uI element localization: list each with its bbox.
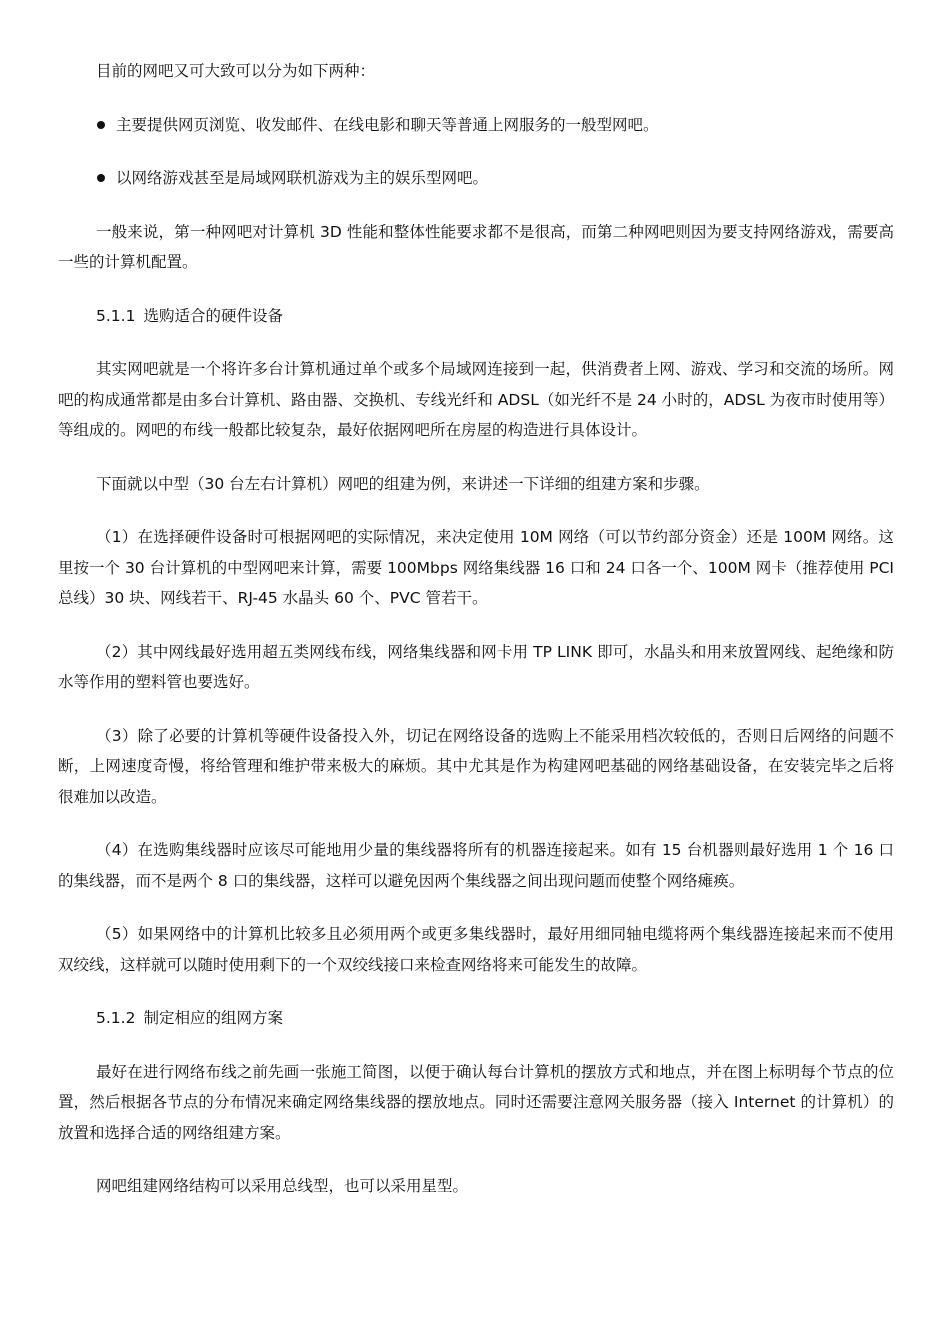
list-item <box>58 110 894 141</box>
list-item-text: 以网络游戏甚至是局域网联机游戏为主的娱乐型网吧。 <box>116 169 489 187</box>
list-item <box>58 163 894 194</box>
step-paragraph-5: （5）如果网络中的计算机比较多且必须用两个或更多集线器时，最好用细同轴电缆将两个集线器连接起来而不使用双绞线，这样就可以随时使用剩下的一个双绞线接口来检查网络将来可能发生的故障。 <box>58 925 894 974</box>
step-paragraph-2: （2）其中网线最好选用超五类网线布线，网络集线器和网卡用 TP LINK 即可，水晶头和用来放置网线、起绝缘和防水等作用的塑料管也要选好。 <box>58 642 894 691</box>
intro-paragraph: 目前的网吧又可大致可以分为如下两种： <box>96 62 376 80</box>
bullet-icon <box>97 174 105 182</box>
bullet-icon <box>97 121 105 129</box>
general-paragraph: 一般来说，第一种网吧对计算机 3D 性能和整体性能要求都不是很高，而第二种网吧则因为要支持网络游戏，需要高一些的计算机配置。 <box>58 222 894 271</box>
example-paragraph: 下面就以中型（30 台左右计算机）网吧的组建为例，来讲述一下详细的组建方案和步骤。 <box>96 474 710 493</box>
list-item-text: 主要提供网页浏览、收发邮件、在线电影和聊天等普通上网服务的一般型网吧。 <box>116 115 659 134</box>
section-title: 选购适合的硬件设备 <box>143 306 283 325</box>
section-number: 5.1.2 <box>96 1009 136 1027</box>
netcafe-paragraph: 其实网吧就是一个将许多台计算机通过单个或多个局域网连接到一起，供消费者上网、游戏、学习和交流的场所。网吧的构成通常都是由多台计算机、路由器、交换机、专线光纤和 ADSL（如光纤不是 24 小时的，ADSL 为夜市时使用等）等组成的。网吧的布线一般都比较复杂，最好依据网吧所在房屋的构造进行具体设计。 <box>58 360 894 439</box>
section-number: 5.1.1 <box>96 306 136 325</box>
step-paragraph-1: （1）在选择硬件设备时可根据网吧的实际情况，来决定使用 10M 网络（可以节约部分资金）还是 100M 网络。这里按一个 30 台计算机的中型网吧来计算，需要 100Mbps 网络集线器 16 口和 24 口各一个、100M 网卡（推荐使用 PCI 总线）30 块、网线若干、RJ-45 水晶头 60 个、PVC 管若干。 <box>58 528 894 607</box>
step-paragraph-3: （3）除了必要的计算机等硬件设备投入外，切记在网络设备的选购上不能采用档次较低的，否则日后网络的问题不断，上网速度奇慢，将给管理和维护带来极大的麻烦。其中尤其是作为构建网吧基础的网络基础设备，在安装完毕之后将很难加以改造。 <box>58 726 894 806</box>
section-heading <box>58 301 894 332</box>
document-page <box>58 56 894 1202</box>
topology-paragraph: 网吧组建网络结构可以采用总线型，也可以采用星型。 <box>96 1177 469 1195</box>
section-heading <box>58 1003 894 1034</box>
plan-paragraph: 最好在进行网络布线之前先画一张施工简图，以便于确认每台计算机的摆放方式和地点，并在图上标明每个节点的位置，然后根据各节点的分布情况来确定网络集线器的摆放地点。同时还需要注意网关服务器（接入 Internet 的计算机）的放置和选择合适的网络组建方案。 <box>58 1062 894 1142</box>
section-title: 制定相应的组网方案 <box>143 1009 283 1027</box>
step-paragraph-4: （4）在选购集线器时应该尽可能地用少量的集线器将所有的机器连接起来。如有 15 台机器则最好选用 1 个 16 口的集线器，而不是两个 8 口的集线器，这样可以避免因两个集线器之间出现问题而使整个网络瘫痪。 <box>58 841 894 890</box>
